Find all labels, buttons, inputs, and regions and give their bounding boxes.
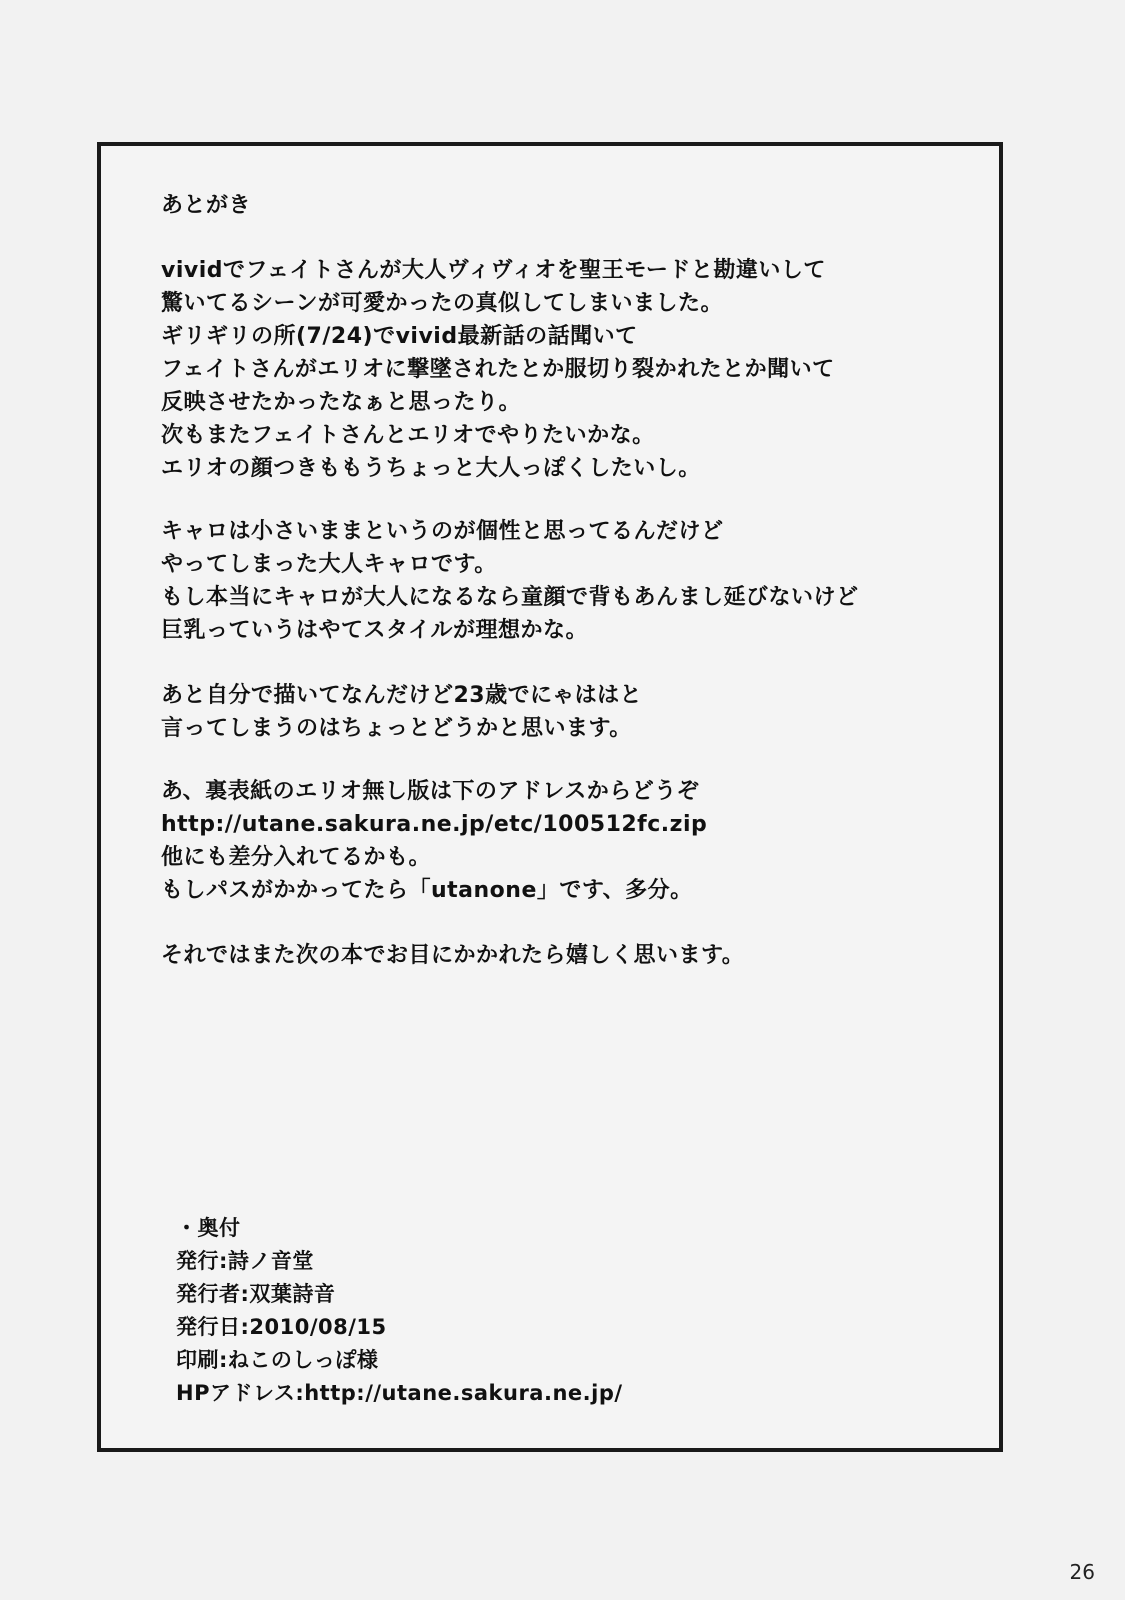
afterword-line: あ、裏表紙のエリオ無し版は下のアドレスからどうぞ	[161, 779, 700, 804]
colophon-printer: 印刷:ねこのしっぽ様	[176, 1348, 379, 1372]
afterword-line: 他にも差分入れてるかも。	[161, 845, 432, 870]
colophon-issuer: 発行者:双葉詩音	[176, 1282, 336, 1306]
colophon-publisher: 発行:詩ノ音堂	[176, 1249, 314, 1273]
afterword-line: もしパスがかかってたら「utanone」です、多分。	[161, 878, 693, 903]
afterword-line: フェイトさんがエリオに撃墜されたとか服切り裂かれたとか聞いて	[161, 357, 835, 382]
afterword-line: あと自分で描いてなんだけど23歳でにゃははと	[161, 683, 643, 708]
colophon-date: 発行日:2010/08/15	[176, 1315, 387, 1339]
colophon-heading: ・奥付	[176, 1216, 241, 1240]
afterword-line: エリオの顔つきももうちょっと大人っぽくしたいし。	[161, 456, 701, 481]
afterword-line: ギリギリの所(7/24)でvivid最新話の話聞いて	[161, 324, 638, 349]
afterword-line: 反映させたかったなぁと思ったり。	[161, 390, 522, 415]
afterword-line: 驚いてるシーンが可愛かったの真似してしまいました。	[161, 291, 724, 316]
afterword-line: 言ってしまうのはちょっとどうかと思います。	[161, 716, 632, 741]
afterword-line: vividでフェイトさんが大人ヴィヴィオを聖王モードと勘違いして	[161, 258, 826, 283]
afterword-line: キャロは小さいままというのが個性と思ってるんだけど	[161, 519, 724, 544]
afterword-line: 次もまたフェイトさんとエリオでやりたいかな。	[161, 423, 655, 448]
page-number: 26	[1069, 1560, 1095, 1584]
afterword-line: それではまた次の本でお目にかかれたら嬉しく思います。	[161, 943, 745, 968]
afterword-line: もし本当にキャロが大人になるなら童顔で背もあんまし延びないけど	[161, 585, 859, 610]
afterword-title: あとがき	[161, 193, 252, 218]
download-url: http://utane.sakura.ne.jp/etc/100512fc.zip	[161, 812, 708, 837]
afterword-line: やってしまった大人キャロです。	[161, 552, 497, 577]
afterword-line: 巨乳っていうはやてスタイルが理想かな。	[161, 618, 589, 643]
colophon-homepage: HPアドレス:http://utane.sakura.ne.jp/	[176, 1381, 623, 1405]
